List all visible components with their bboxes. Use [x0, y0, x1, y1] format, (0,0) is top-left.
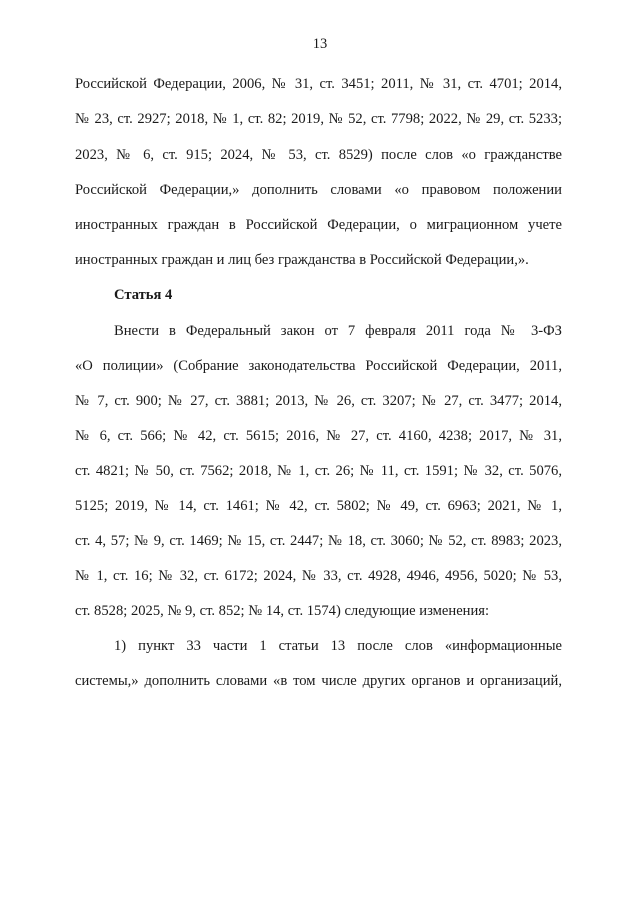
paragraph-1-line-3: 2023, № 6, ст. 915; 2024, № 53, ст. 8529) после слов «о гражданстве [75, 147, 562, 163]
paragraph-3-line-1: 1) пункт 33 части 1 статьи 13 после слов «информационные [114, 638, 562, 654]
paragraph-1-line-6: иностранных граждан и лиц без гражданства в Российской Федерации,». [75, 252, 529, 268]
article-heading: Статья 4 [114, 287, 173, 303]
paragraph-2-line-7: ст. 4, 57; № 9, ст. 1469; № 15, ст. 2447; № 18, ст. 3060; № 52, ст. 8983; 2023, [75, 533, 562, 549]
paragraph-1-line-2: № 23, ст. 2927; 2018, № 1, ст. 82; 2019, № 52, ст. 7798; 2022, № 29, ст. 5233; [75, 111, 562, 127]
paragraph-1-line-1: Российской Федерации, 2006, № 31, ст. 3451; 2011, № 31, ст. 4701; 2014, [75, 76, 562, 92]
paragraph-2-line-9: ст. 8528; 2025, № 9, ст. 852; № 14, ст. 1574) следующие изменения: [75, 603, 490, 619]
paragraph-2-line-5: ст. 4821; № 50, ст. 7562; 2018, № 1, ст. 26; № 11, ст. 1591; № 32, ст. 5076, [75, 463, 562, 479]
paragraph-2-line-3: № 7, ст. 900; № 27, ст. 3881; 2013, № 26, ст. 3207; № 27, ст. 3477; 2014, [75, 393, 562, 409]
paragraph-2-line-6: 5125; 2019, № 14, ст. 1461; № 42, ст. 5802; № 49, ст. 6963; 2021, № 1, [75, 498, 562, 514]
paragraph-2-line-4: № 6, ст. 566; № 42, ст. 5615; 2016, № 27, ст. 4160, 4238; 2017, № 31, [75, 428, 562, 444]
paragraph-2-line-2: «О полиции» (Собрание законодательства Российской Федерации, 2011, [75, 358, 562, 374]
paragraph-1-line-4: Российской Федерации,» дополнить словами «о правовом положении [75, 182, 562, 198]
page-number: 13 [312, 36, 328, 52]
paragraph-3-line-2: системы,» дополнить словами «в том числе других органов и организаций, [75, 673, 562, 689]
paragraph-2-line-1: Внести в Федеральный закон от 7 февраля 2011 года № 3-ФЗ [114, 323, 562, 339]
paragraph-1-line-5: иностранных граждан в Российской Федерации, о миграционном учете [75, 217, 562, 233]
paragraph-2-line-8: № 1, ст. 16; № 32, ст. 6172; 2024, № 33, ст. 4928, 4946, 4956, 5020; № 53, [75, 568, 562, 584]
